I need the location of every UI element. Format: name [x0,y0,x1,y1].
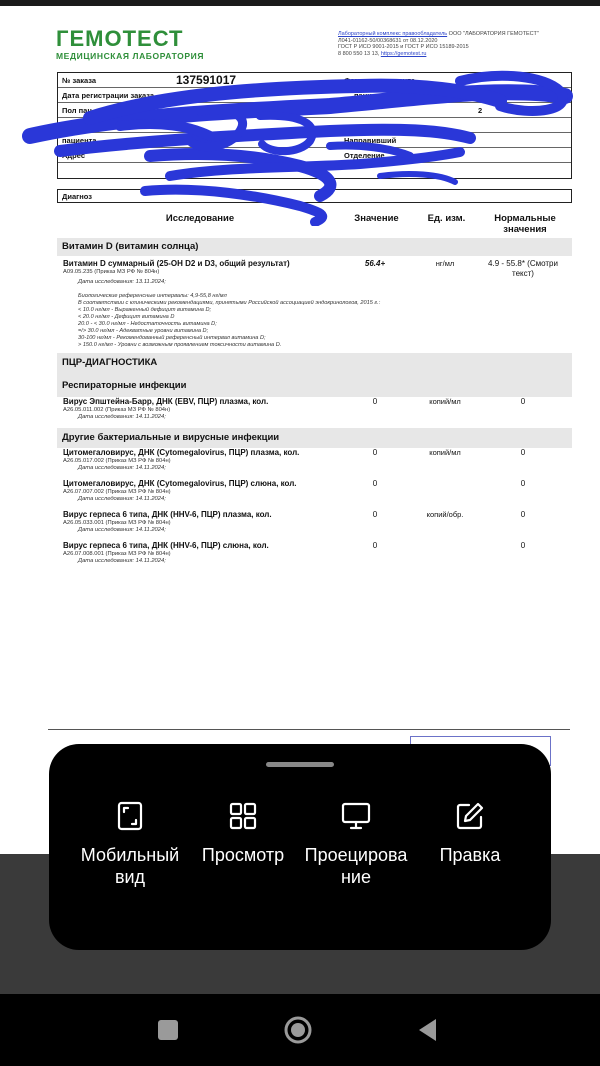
pcr-test-name: Вирус герпеса 6 типа, ДНК (HHV-6, ПЦР) плазма, кол. [63,510,272,519]
surname-label: Фамилия пациента [344,76,416,85]
col-normal-header-l2: значения [503,224,547,235]
vitd-norm-l2: текст) [512,269,534,278]
vitd-note-2: В соответствии с клиническими рекомендациями, принятыми Российской ассоциацией эндокринологов, 2015 г.: [78,300,381,306]
vitd-test-date: Дата исследования: 13.11.2024; [78,279,166,285]
edit-label: Правка [439,845,501,865]
pcr-test-date: Дата исследования: 14.11.2024; [78,527,166,533]
footer-divider [48,729,570,730]
addr-label-a: Ад [62,121,73,130]
pcr-test-norm: 0 [520,541,526,550]
pcr-test-norm: 0 [520,397,526,406]
pcr-test-value: 0 [372,510,378,519]
pcr-test-code: A26.07.008.001 (Приказ МЗ РФ № 804н) [63,551,171,557]
pcr-test-value: 0 [372,541,378,550]
patient-label-2: пациента [62,136,97,145]
mobile-view-icon [114,800,146,832]
pcr-test-code: A26.05.011.002 (Приказ МЗ РФ № 804н) [63,407,171,413]
lab-info [338,31,578,57]
pcr-test-norm: 0 [520,479,526,488]
section-respiratory: Респираторные инфекции [57,375,572,397]
system-nav-bar [0,994,600,1066]
age-value: 2 [478,106,483,115]
col-value-header: Значение [354,213,399,224]
vitd-value: 56.4+ [364,259,386,268]
grid-view-icon [227,800,259,832]
order-number: 137591017 [176,73,237,87]
recents-icon[interactable] [152,1014,184,1046]
actions-bottom-sheet [49,744,551,950]
edit-icon [454,800,486,832]
vitd-note-6: =/> 30.0 нг/мл - Адекватные уровни витамина D; [78,328,209,334]
monitor-icon [340,800,372,832]
pcr-test-name: Вирус герпеса 6 типа, ДНК (HHV-6, ПЦР) слюна, кол. [63,541,269,550]
patient-label: пациента [354,91,389,100]
section-other-infections: Другие бактериальные и вирусные инфекции [57,428,572,448]
lab-website-link[interactable]: https://gemotest.ru [380,50,427,57]
col-unit-header: Ед. изм. [427,213,466,224]
pcr-test-date: Дата исследования: 14.11.2024; [78,558,166,564]
vitd-note-7: 30-100 нг/мл - Рекомендованный референсный интервал витамина D; [78,335,266,341]
redaction-scribble [0,56,600,226]
pcr-test-date: Дата исследования: 14.11.2024; [78,496,166,502]
vitd-note-4: < 20.0 нг/мл - Дефицит витамина D [78,314,175,320]
vitd-norm-l1: 4.9 - 55.8* (Смотри [488,259,558,268]
direction-label: Направивший [344,136,397,145]
pcr-test-name: Цитомегаловирус, ДНК (Cytomegalovirus, ПЦР) плазма, кол. [63,448,300,457]
pcr-test-value: 0 [372,448,378,457]
lab-phone: 8 800 550 13 13, [338,50,381,57]
lab-gost: ГОСТ Р ИСО 9001-2015 и ГОСТ Р ИСО 15189-2015 [338,44,469,51]
lab-owner-link[interactable]: Лабораторный комплекс правообладатель [338,31,448,37]
pcr-test-norm: 0 [520,510,526,519]
pcr-test-unit: копий/мл [429,397,461,406]
pcr-test-unit: копий/обр. [426,510,464,519]
vitd-unit: нг/мл [435,259,455,268]
vitd-note-3: < 10.0 нг/мл - Выраженный дефицит витамина D; [78,307,212,313]
back-icon[interactable] [412,1014,444,1046]
sheet-drag-handle[interactable] [266,762,334,767]
pcr-test-value: 0 [372,479,378,488]
section-pcr: ПЦР-ДИАГНОСТИКА [57,353,572,375]
document-page[interactable] [0,6,600,854]
order-label: № заказа [62,76,97,85]
pcr-test-name: Цитомегаловирус, ДНК (Cytomegalovirus, ПЦР) слюна, кол. [63,479,297,488]
view-button[interactable] [178,800,308,866]
pcr-test-code: A26.05.033.001 (Приказ МЗ РФ № 804н) [63,520,171,526]
edit-button[interactable] [405,800,535,866]
vitd-test-code: A09.05.235 (Приказ МЗ РФ № 804н) [63,269,160,275]
logo-main-text: ГЕМОТЕСТ [56,26,184,51]
col-test-header: Исследование [165,213,235,224]
lab-license: Л041-01162-50/00368631 от 08.12.2020 [338,37,438,44]
home-icon[interactable] [282,1014,314,1046]
mobile-view-label-2: вид [114,867,146,887]
pcr-test-value: 0 [372,397,378,406]
pcr-test-name: Вирус Эпштейна-Барр, ДНК (EBV, ПЦР) плазма, кол. [63,397,269,406]
logo-sub-text: МЕДИЦИНСКАЯ ЛАБОРАТОРИЯ [56,51,205,61]
vitd-note-8: > 150.0 нг/мл - Уровни с возможным проявлением токсичности витамина D. [78,342,282,348]
pcr-test-unit: копий/мл [429,448,461,457]
projection-button[interactable] [291,800,421,888]
view-label: Просмотр [201,845,285,865]
diagnosis-label: Диагноз [62,192,92,201]
vitd-note-1: Биологические референсные интервалы: 4,9-55,8 нг/мл [78,293,227,299]
mobile-view-label-1: Мобильный [80,845,180,865]
projection-label-1: Проецирова [304,845,408,865]
vitd-test-name: Витамин D суммарный (25-OH D2 и D3, общий результат) [63,259,290,268]
pcr-test-code: A26.05.017.002 (Приказ МЗ РФ № 804н) [63,458,171,464]
projection-label-2: ние [340,867,371,887]
pcr-test-code: A26.07.007.002 (Приказ МЗ РФ № 804н) [63,489,171,495]
pcr-test-date: Дата исследования: 14.11.2024; [78,465,166,471]
reg-date-label: Дата регистрации заказа [62,91,155,100]
lab-owner-text: ООО "ЛАБОРАТОРИЯ ГЕМОТЕСТ" [447,31,539,37]
col-normal-header-l1: Нормальные [494,213,556,224]
col-normal-header [482,213,568,235]
vitd-norm [473,259,573,279]
pcr-test-date: Дата исследования: 14.11.2024; [78,414,166,420]
address-label: Адрес [62,151,86,160]
mobile-view-button[interactable] [65,800,195,888]
department-label: Отделение [344,151,385,160]
pcr-test-norm: 0 [520,448,526,457]
sex-label: Пол пац [62,106,92,115]
section-vitamin-d: Витамин D (витамин солнца) [57,238,572,256]
vitd-note-5: 20.0 - < 30.0 нг/мл - Недостаточность витамина D; [78,321,217,327]
